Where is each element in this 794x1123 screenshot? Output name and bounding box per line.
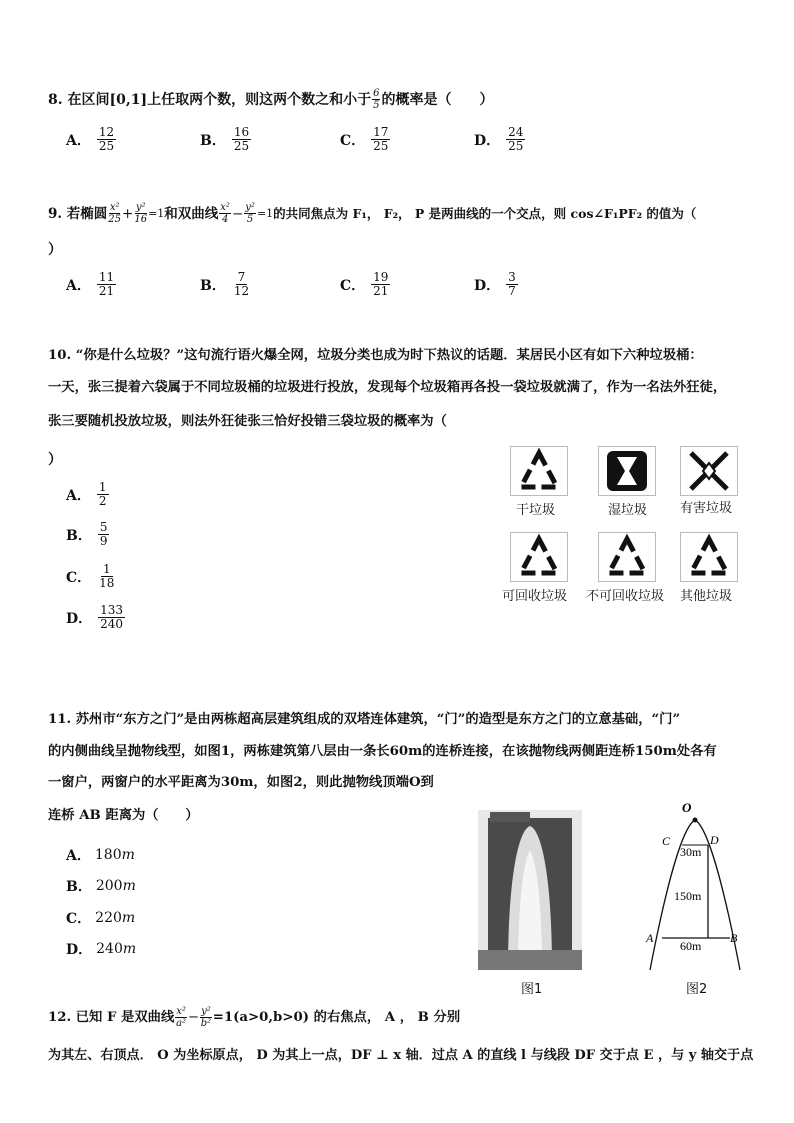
option-fraction — [97, 563, 116, 590]
q10-close-paren: ） — [48, 452, 62, 468]
option-fraction — [97, 481, 109, 508]
option-unit: m — [122, 941, 137, 957]
figure-2-diagram — [640, 798, 750, 973]
frac-num: 16 — [233, 125, 250, 139]
option-label: A． — [66, 132, 91, 149]
equals: =1 — [148, 206, 165, 220]
point-b-label: B — [730, 931, 738, 945]
option-value: 200 — [95, 878, 123, 894]
q11-option-d[interactable] — [66, 939, 136, 959]
frac-num: 5 — [99, 520, 108, 534]
option-label: C． — [340, 132, 366, 149]
frac-num: x² — [109, 202, 120, 213]
q12-text-1: 12. 已知 F 是双曲线 — [48, 1009, 175, 1025]
q10-option-c[interactable] — [66, 563, 116, 590]
q9-stem — [48, 202, 696, 225]
frac-num: 3 — [508, 270, 516, 284]
q9-option-b[interactable] — [200, 271, 251, 298]
option-label: C． — [340, 277, 366, 294]
q11-option-a[interactable] — [66, 845, 135, 865]
frac-den: 25 — [233, 139, 250, 153]
q12-text-2: =1(a>0,b>0) 的右焦点， A ， B 分别 — [212, 1009, 461, 1025]
q11-line-2: 的内侧曲线呈抛物线型，如图1，两栋建筑第八层由一条长60m的连桥连接，在该抛物线两侧距连桥150m处各有 — [48, 744, 717, 759]
frac-den: 2 — [98, 494, 107, 508]
q10-option-a[interactable] — [66, 481, 109, 508]
option-value: 220 — [95, 910, 122, 926]
frac-num: y² — [245, 202, 255, 213]
q12-line-2: 为其左、右顶点． O 为坐标原点， D 为其上一点，DF ⊥ x 轴．过点 A 的直线 l 与线段 DF 交于点 E ，与 y 轴交于点 — [48, 1048, 754, 1063]
frac-den: 25 — [373, 139, 389, 153]
option-unit: m — [121, 910, 136, 926]
q9-option-d[interactable] — [474, 271, 518, 298]
option-label: D． — [66, 942, 93, 958]
recycle-icon — [680, 532, 738, 582]
minus-sign: − — [187, 1009, 200, 1025]
q11-line-4: 连桥 AB 距离为（ ） — [48, 808, 199, 823]
frac-den: a² — [176, 1018, 187, 1029]
frac-num: 17 — [373, 125, 389, 139]
option-fraction — [97, 271, 116, 298]
bin-label-dry: 干垃圾 — [516, 503, 556, 518]
option-fraction — [98, 604, 125, 631]
q11-option-c[interactable] — [66, 908, 135, 928]
bin-label-non-recyclable: 不可回收垃圾 — [586, 589, 665, 604]
recycle-icon — [510, 532, 568, 582]
frac-num: x² — [220, 202, 230, 213]
q9-ellipse-y — [134, 202, 147, 225]
label-60m: 60m — [680, 939, 702, 953]
q8-option-a[interactable] — [66, 126, 116, 153]
option-value: 240 — [96, 941, 123, 957]
bin-label-other: 其他垃圾 — [680, 589, 733, 604]
q8-fraction — [372, 88, 380, 111]
q8-text-b: 的概率是（ ） — [381, 91, 494, 108]
frac-den: 240 — [100, 617, 124, 631]
option-fraction — [371, 271, 390, 298]
q8-option-d[interactable] — [474, 126, 525, 153]
q10-option-b[interactable] — [66, 521, 109, 548]
frac-den: 7 — [508, 284, 516, 298]
q8-stem — [48, 88, 493, 111]
point-o-label: O — [682, 800, 692, 815]
option-label: D． — [474, 132, 501, 149]
figure-2-caption: 图2 — [686, 982, 708, 997]
point-a-label: A — [646, 931, 654, 945]
q11-option-b[interactable] — [66, 876, 136, 896]
q9-text-3: 的共同焦点为 F₁， F₂， P 是两曲线的一个交点，则 cos∠F₁PF₂ 的值为（ — [273, 205, 697, 221]
option-fraction — [506, 126, 525, 153]
q12-frac-y — [200, 1006, 212, 1029]
q8-option-b[interactable] — [200, 126, 251, 153]
q9-close-paren: ） — [48, 242, 62, 258]
q9-number: 9. — [48, 205, 63, 222]
equals: =1 — [256, 206, 274, 220]
q9-text-2: 和双曲线 — [164, 205, 219, 222]
label-150m: 150m — [674, 889, 702, 903]
plus-sign: + — [122, 205, 134, 222]
figure-1-photo — [478, 810, 582, 970]
option-label: A． — [66, 848, 91, 864]
frac-num: 1 — [98, 480, 107, 494]
point-d-label: D — [710, 833, 719, 847]
frac-den: 16 — [134, 214, 148, 225]
frac-den: 21 — [373, 284, 389, 298]
q10-line-2: 一天，张三提着六袋属于不同垃圾桶的垃圾进行投放，发现每个垃圾箱再各投一袋垃圾就满了，作为一名法外狂徒， — [48, 380, 727, 395]
q8-frac-den: 5 — [373, 100, 380, 111]
bin-label-hazardous: 有害垃圾 — [680, 501, 733, 516]
option-value: 180 — [94, 847, 122, 863]
frac-den: 25 — [508, 139, 524, 153]
q9-hyperbola-x — [219, 202, 231, 225]
q8-option-c[interactable] — [340, 126, 390, 153]
q11-line-3: 一窗户，两窗户的水平距离为30m，如图2，则此抛物线顶端O到 — [48, 775, 434, 790]
frac-den: 25 — [108, 214, 122, 225]
frac-num: 133 — [100, 603, 124, 617]
frac-den: 18 — [99, 576, 115, 590]
option-label: D． — [474, 277, 501, 294]
option-fraction — [232, 126, 251, 153]
option-fraction — [232, 271, 251, 298]
q9-ellipse-x — [108, 202, 121, 225]
q9-text-1: 若椭圆 — [66, 205, 108, 222]
recycle-icon — [598, 532, 656, 582]
frac-den: 4 — [221, 214, 229, 225]
q8-text-a: 在区间[0,1]上任取两个数，则这两个数之和小于 — [67, 91, 372, 108]
label-30m: 30m — [680, 845, 702, 859]
option-label: B． — [200, 132, 226, 149]
option-label: C． — [66, 911, 92, 927]
option-fraction — [97, 126, 116, 153]
option-unit: m — [122, 878, 136, 894]
option-label: B． — [200, 277, 226, 294]
option-label: B． — [66, 527, 92, 544]
frac-den: 5 — [246, 214, 254, 225]
frac-den: b² — [200, 1018, 212, 1029]
point-c-label: C — [662, 834, 671, 848]
option-fraction — [506, 271, 518, 298]
q9-hyperbola-y — [244, 202, 256, 225]
option-label: A． — [66, 487, 91, 504]
option-unit: m — [121, 847, 135, 863]
q12-line-1 — [48, 1006, 460, 1029]
q9-option-c[interactable] — [340, 271, 390, 298]
q10-line-3: 张三要随机投放垃圾，则法外狂徒张三恰好投错三袋垃圾的概率为（ — [48, 414, 447, 429]
hourglass-icon — [598, 446, 656, 496]
figure-1-caption: 图1 — [521, 982, 543, 997]
frac-den: 21 — [98, 284, 115, 298]
option-label: A． — [66, 277, 91, 294]
frac-num: 19 — [373, 270, 389, 284]
frac-num: 11 — [98, 270, 115, 284]
q10-option-d[interactable] — [66, 604, 125, 631]
frac-num: y² — [201, 1006, 211, 1017]
q11-line-1: 11. 苏州市“东方之门”是由两栋超高层建筑组成的双塔连体建筑，“门”的造型是东方之门的立意基础，“门” — [48, 712, 681, 727]
frac-den: 12 — [233, 284, 250, 298]
q10-line-1: 10. “你是什么垃圾？”这句流行语火爆全网，垃圾分类也成为时下热议的话题．某居民小区有如下六种垃圾桶： — [48, 348, 703, 363]
frac-den: 25 — [98, 139, 115, 153]
q9-option-a[interactable] — [66, 271, 116, 298]
hazard-cross-icon — [680, 446, 738, 496]
frac-num: 1 — [102, 562, 111, 576]
frac-num: 24 — [508, 125, 524, 139]
frac-num: 12 — [98, 125, 115, 139]
option-fraction — [98, 521, 110, 548]
recycle-icon — [510, 446, 568, 496]
frac-num: 7 — [237, 270, 246, 284]
bin-label-wet: 湿垃圾 — [608, 503, 648, 518]
option-label: D． — [66, 610, 93, 627]
q8-frac-num: 6 — [373, 88, 380, 99]
q12-frac-x — [175, 1006, 187, 1029]
q8-number: 8. — [48, 91, 63, 108]
bin-label-recyclable: 可回收垃圾 — [502, 589, 568, 604]
option-label: B． — [66, 879, 92, 895]
minus-sign: − — [231, 205, 244, 222]
frac-den: 9 — [99, 534, 108, 548]
frac-num: x² — [176, 1006, 186, 1017]
frac-num: y² — [135, 202, 146, 213]
option-label: C． — [66, 569, 92, 586]
option-fraction — [371, 126, 390, 153]
